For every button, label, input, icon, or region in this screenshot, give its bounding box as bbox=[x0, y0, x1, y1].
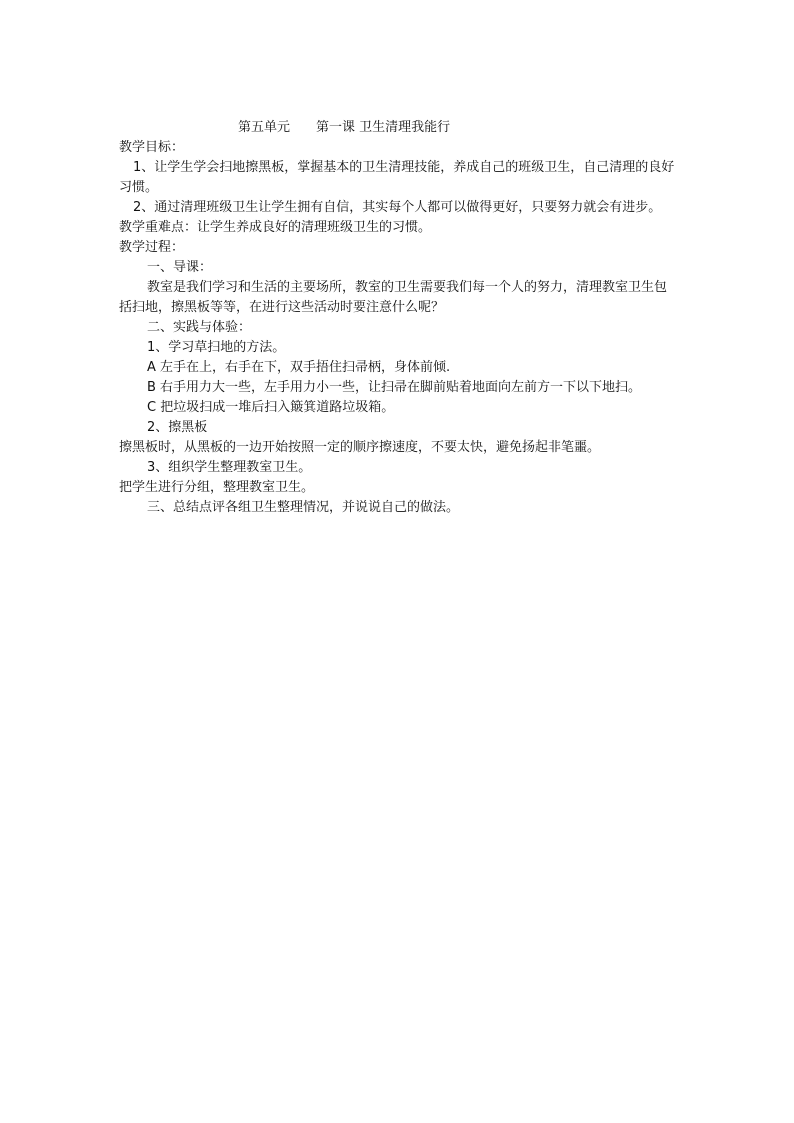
key-point: 教学重难点：让学生养成良好的清理班级卫生的习惯。 bbox=[119, 220, 432, 235]
section-2-heading: 二、实践与体验： bbox=[147, 320, 252, 335]
step-2: 2、擦黑板 bbox=[147, 420, 208, 435]
document-content bbox=[119, 118, 679, 518]
step-3: 3、组织学生整理教室卫生。 bbox=[147, 460, 312, 475]
lesson-title bbox=[238, 118, 679, 138]
step-3-body: 把学生进行分组，整理教室卫生。 bbox=[119, 480, 315, 495]
step-1: 1、学习草扫地的方法。 bbox=[147, 340, 286, 355]
objectives-heading: 教学目标： bbox=[119, 140, 185, 155]
step-1-a: A 左手在上，右手在下，双手捂住扫帚柄，身体前倾. bbox=[147, 360, 451, 375]
objective-1: 1、让学生学会扫地擦黑板，掌握基本的卫生清理技能，养成自己的班级卫生，自己清理的良好习惯。 bbox=[119, 160, 675, 195]
section-1-body: 教室是我们学习和生活的主要场所，教室的卫生需要我们每一个人的努力，清理教室卫生包括扫地，擦黑板等等，在进行这些活动时要注意什么呢？ bbox=[119, 280, 668, 315]
objective-2: 2、通过清理班级卫生让学生拥有自信，其实每个人都可以做得更好，只要努力就会有进步。 bbox=[133, 200, 662, 215]
step-1-c: C 把垃圾扫成一堆后扫入簸箕道路垃圾箱。 bbox=[147, 400, 395, 415]
title-lesson: 第一课 卫生清理我能行 bbox=[316, 120, 451, 135]
step-1-b: B 右手用力大一些，左手用力小一些，让扫帚在脚前贴着地面向左前方一下以下地扫。 bbox=[147, 380, 642, 395]
title-unit: 第五单元 bbox=[238, 120, 291, 135]
process-heading: 教学过程： bbox=[119, 240, 185, 255]
section-3: 三、总结点评各组卫生整理情况，并说说自己的做法。 bbox=[147, 500, 460, 515]
step-2-body: 擦黑板时，从黑板的一边开始按照一定的顺序擦速度，不要太快，避免扬起非笔噩。 bbox=[119, 440, 601, 455]
section-1-heading: 一、导课： bbox=[147, 260, 213, 275]
